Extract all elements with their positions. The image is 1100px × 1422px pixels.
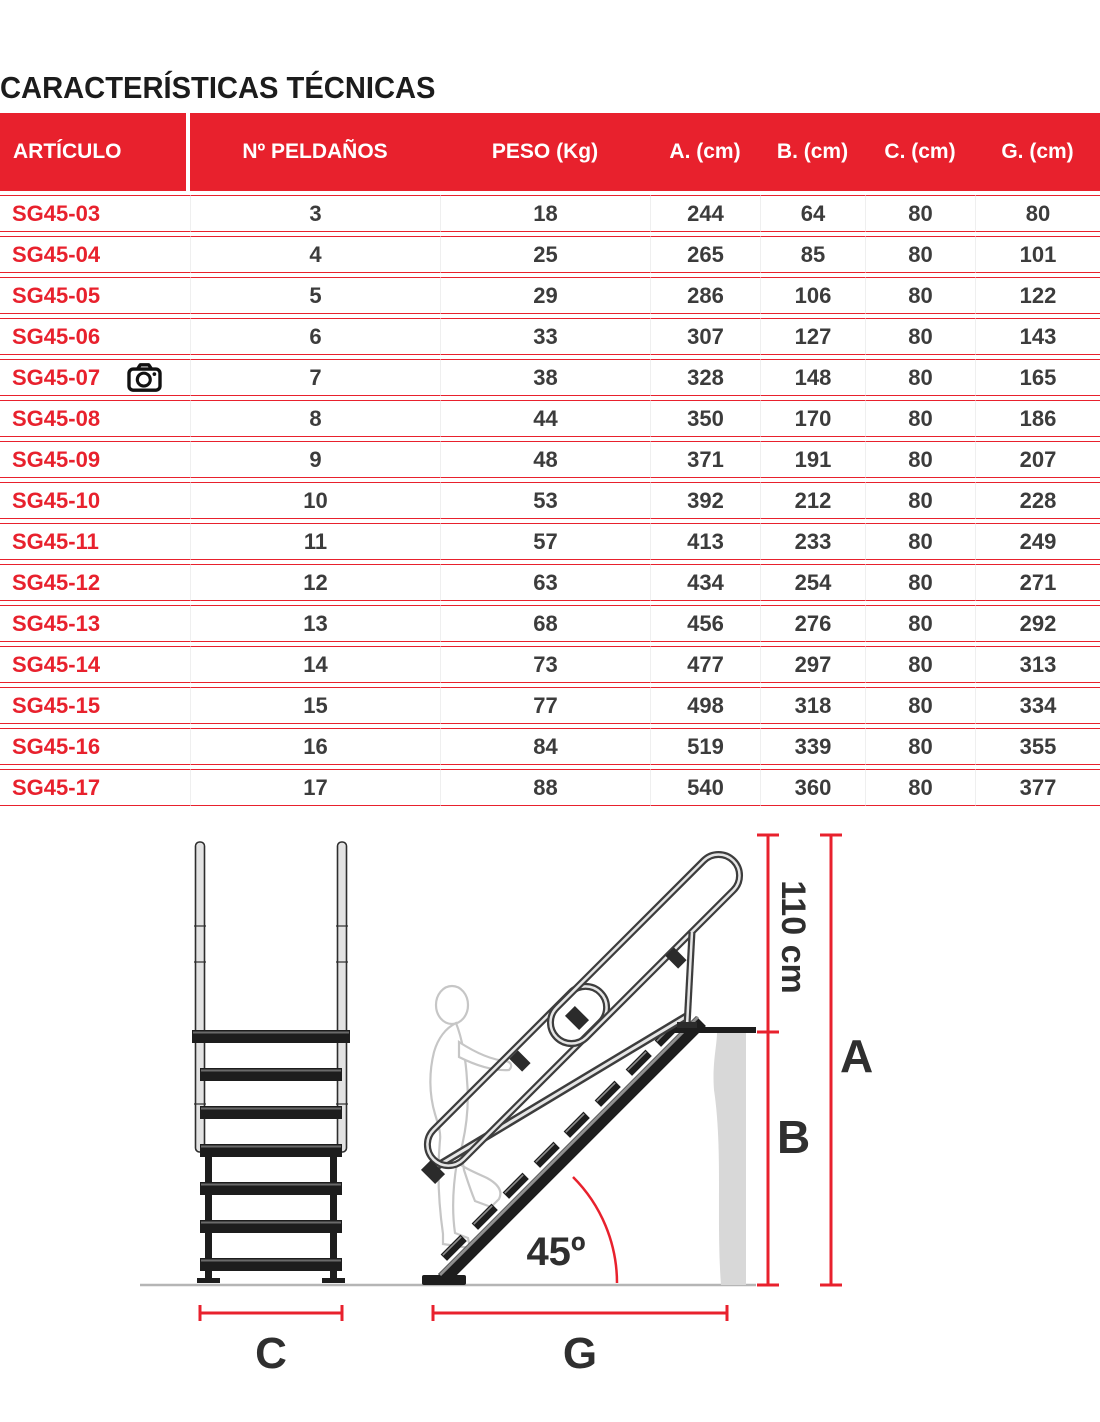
column-header-6: G. (cm) bbox=[975, 113, 1100, 191]
value-cell: 18 bbox=[440, 195, 650, 232]
value-cell: 540 bbox=[650, 769, 760, 806]
value-cell: 80 bbox=[865, 523, 975, 560]
value-cell: 286 bbox=[650, 277, 760, 314]
value-cell: 53 bbox=[440, 482, 650, 519]
table-row bbox=[0, 687, 1100, 724]
value-cell: 254 bbox=[760, 564, 865, 601]
column-header-2: PESO (Kg) bbox=[440, 113, 650, 191]
value-cell: 371 bbox=[650, 441, 760, 478]
table-row bbox=[0, 359, 1100, 396]
value-cell: 25 bbox=[440, 236, 650, 273]
value-cell: 14 bbox=[190, 646, 440, 683]
value-cell: 33 bbox=[440, 318, 650, 355]
value-cell: 122 bbox=[975, 277, 1100, 314]
value-cell: 88 bbox=[440, 769, 650, 806]
article-cell bbox=[0, 687, 190, 724]
table-row bbox=[0, 195, 1100, 232]
dim-a-label: A bbox=[840, 1030, 874, 1082]
camera-icon[interactable] bbox=[126, 362, 163, 393]
article-cell bbox=[0, 195, 190, 232]
article-cell bbox=[0, 605, 190, 642]
stair-drawing bbox=[419, 846, 756, 1285]
table-row bbox=[0, 482, 1100, 519]
value-cell: 80 bbox=[865, 564, 975, 601]
article-code: SG45-15 bbox=[12, 693, 101, 718]
value-cell: 57 bbox=[440, 523, 650, 560]
table-row bbox=[0, 236, 1100, 273]
column-header-0: ARTÍCULO bbox=[0, 113, 190, 191]
value-cell: 106 bbox=[760, 277, 865, 314]
article-code: SG45-17 bbox=[12, 775, 101, 800]
article-code: SG45-09 bbox=[12, 447, 101, 472]
article-code: SG45-14 bbox=[12, 652, 101, 677]
value-cell: 80 bbox=[865, 318, 975, 355]
value-cell: 244 bbox=[650, 195, 760, 232]
value-cell: 8 bbox=[190, 400, 440, 437]
table-row bbox=[0, 277, 1100, 314]
table-row bbox=[0, 564, 1100, 601]
value-cell: 5 bbox=[190, 277, 440, 314]
value-cell: 271 bbox=[975, 564, 1100, 601]
article-cell bbox=[0, 646, 190, 683]
value-cell: 80 bbox=[865, 236, 975, 273]
article-cell bbox=[0, 318, 190, 355]
dim-c-label: C bbox=[255, 1329, 287, 1378]
value-cell: 11 bbox=[190, 523, 440, 560]
article-code: SG45-03 bbox=[12, 201, 101, 226]
value-cell: 350 bbox=[650, 400, 760, 437]
value-cell: 292 bbox=[975, 605, 1100, 642]
table-row bbox=[0, 441, 1100, 478]
column-header-1: Nº PELDAÑOS bbox=[190, 113, 440, 191]
value-cell: 519 bbox=[650, 728, 760, 765]
value-cell: 456 bbox=[650, 605, 760, 642]
table-row bbox=[0, 605, 1100, 642]
article-code: SG45-08 bbox=[12, 406, 101, 431]
value-cell: 73 bbox=[440, 646, 650, 683]
dim-height-label: 110 cm bbox=[774, 880, 813, 994]
value-cell: 77 bbox=[440, 687, 650, 724]
value-cell: 15 bbox=[190, 687, 440, 724]
dim-g-label: G bbox=[562, 1329, 598, 1378]
table-row bbox=[0, 523, 1100, 560]
front-ladder-drawing bbox=[192, 842, 350, 1283]
value-cell: 434 bbox=[650, 564, 760, 601]
article-cell bbox=[0, 236, 190, 273]
article-cell bbox=[0, 359, 190, 396]
spec-table bbox=[0, 109, 1100, 810]
value-cell: 360 bbox=[760, 769, 865, 806]
value-cell: 80 bbox=[865, 359, 975, 396]
value-cell: 80 bbox=[865, 605, 975, 642]
table-body bbox=[0, 195, 1100, 806]
value-cell: 64 bbox=[760, 195, 865, 232]
article-code: SG45-16 bbox=[12, 734, 101, 759]
value-cell: 148 bbox=[760, 359, 865, 396]
table-row bbox=[0, 400, 1100, 437]
value-cell: 377 bbox=[975, 769, 1100, 806]
value-cell: 413 bbox=[650, 523, 760, 560]
value-cell: 249 bbox=[975, 523, 1100, 560]
value-cell: 477 bbox=[650, 646, 760, 683]
value-cell: 339 bbox=[760, 728, 865, 765]
value-cell: 334 bbox=[975, 687, 1100, 724]
article-code: SG45-04 bbox=[12, 242, 101, 267]
value-cell: 80 bbox=[865, 400, 975, 437]
value-cell: 38 bbox=[440, 359, 650, 396]
table-header-row bbox=[0, 113, 1100, 191]
wall bbox=[714, 1032, 746, 1285]
value-cell: 297 bbox=[760, 646, 865, 683]
value-cell: 307 bbox=[650, 318, 760, 355]
table-row bbox=[0, 318, 1100, 355]
value-cell: 12 bbox=[190, 564, 440, 601]
article-code: SG45-12 bbox=[12, 570, 101, 595]
value-cell: 29 bbox=[440, 277, 650, 314]
table-row bbox=[0, 646, 1100, 683]
value-cell: 80 bbox=[865, 277, 975, 314]
article-code: SG45-10 bbox=[12, 488, 101, 513]
article-code: SG45-05 bbox=[12, 283, 101, 308]
value-cell: 80 bbox=[865, 441, 975, 478]
value-cell: 191 bbox=[760, 441, 865, 478]
article-cell bbox=[0, 277, 190, 314]
value-cell: 7 bbox=[190, 359, 440, 396]
value-cell: 170 bbox=[760, 400, 865, 437]
angle-label: 45º bbox=[526, 1230, 586, 1274]
article-cell bbox=[0, 400, 190, 437]
article-code: SG45-13 bbox=[12, 611, 101, 636]
value-cell: 3 bbox=[190, 195, 440, 232]
value-cell: 80 bbox=[975, 195, 1100, 232]
value-cell: 85 bbox=[760, 236, 865, 273]
article-cell bbox=[0, 564, 190, 601]
value-cell: 228 bbox=[975, 482, 1100, 519]
column-header-4: B. (cm) bbox=[760, 113, 865, 191]
column-header-3: A. (cm) bbox=[650, 113, 760, 191]
value-cell: 392 bbox=[650, 482, 760, 519]
value-cell: 68 bbox=[440, 605, 650, 642]
article-cell bbox=[0, 769, 190, 806]
value-cell: 276 bbox=[760, 605, 865, 642]
value-cell: 165 bbox=[975, 359, 1100, 396]
article-code: SG45-11 bbox=[12, 529, 99, 554]
value-cell: 80 bbox=[865, 687, 975, 724]
article-cell bbox=[0, 482, 190, 519]
article-cell bbox=[0, 523, 190, 560]
value-cell: 6 bbox=[190, 318, 440, 355]
value-cell: 498 bbox=[650, 687, 760, 724]
value-cell: 127 bbox=[760, 318, 865, 355]
article-code: SG45-06 bbox=[12, 324, 101, 349]
value-cell: 44 bbox=[440, 400, 650, 437]
value-cell: 101 bbox=[975, 236, 1100, 273]
value-cell: 10 bbox=[190, 482, 440, 519]
value-cell: 207 bbox=[975, 441, 1100, 478]
value-cell: 80 bbox=[865, 195, 975, 232]
value-cell: 80 bbox=[865, 482, 975, 519]
value-cell: 355 bbox=[975, 728, 1100, 765]
value-cell: 265 bbox=[650, 236, 760, 273]
article-cell bbox=[0, 728, 190, 765]
table-row bbox=[0, 728, 1100, 765]
value-cell: 84 bbox=[440, 728, 650, 765]
value-cell: 143 bbox=[975, 318, 1100, 355]
value-cell: 80 bbox=[865, 769, 975, 806]
column-header-5: C. (cm) bbox=[865, 113, 975, 191]
value-cell: 13 bbox=[190, 605, 440, 642]
table-row bbox=[0, 769, 1100, 806]
value-cell: 63 bbox=[440, 564, 650, 601]
value-cell: 318 bbox=[760, 687, 865, 724]
value-cell: 328 bbox=[650, 359, 760, 396]
technical-diagram bbox=[0, 820, 1100, 1422]
value-cell: 16 bbox=[190, 728, 440, 765]
article-cell bbox=[0, 441, 190, 478]
page-title: CARACTERÍSTICAS TÉCNICAS bbox=[0, 70, 436, 105]
value-cell: 9 bbox=[190, 441, 440, 478]
value-cell: 212 bbox=[760, 482, 865, 519]
value-cell: 17 bbox=[190, 769, 440, 806]
article-code: SG45-07 bbox=[12, 365, 101, 390]
value-cell: 233 bbox=[760, 523, 865, 560]
value-cell: 4 bbox=[190, 236, 440, 273]
value-cell: 80 bbox=[865, 728, 975, 765]
value-cell: 186 bbox=[975, 400, 1100, 437]
value-cell: 48 bbox=[440, 441, 650, 478]
value-cell: 313 bbox=[975, 646, 1100, 683]
dim-b-label: B bbox=[777, 1111, 811, 1163]
value-cell: 80 bbox=[865, 646, 975, 683]
